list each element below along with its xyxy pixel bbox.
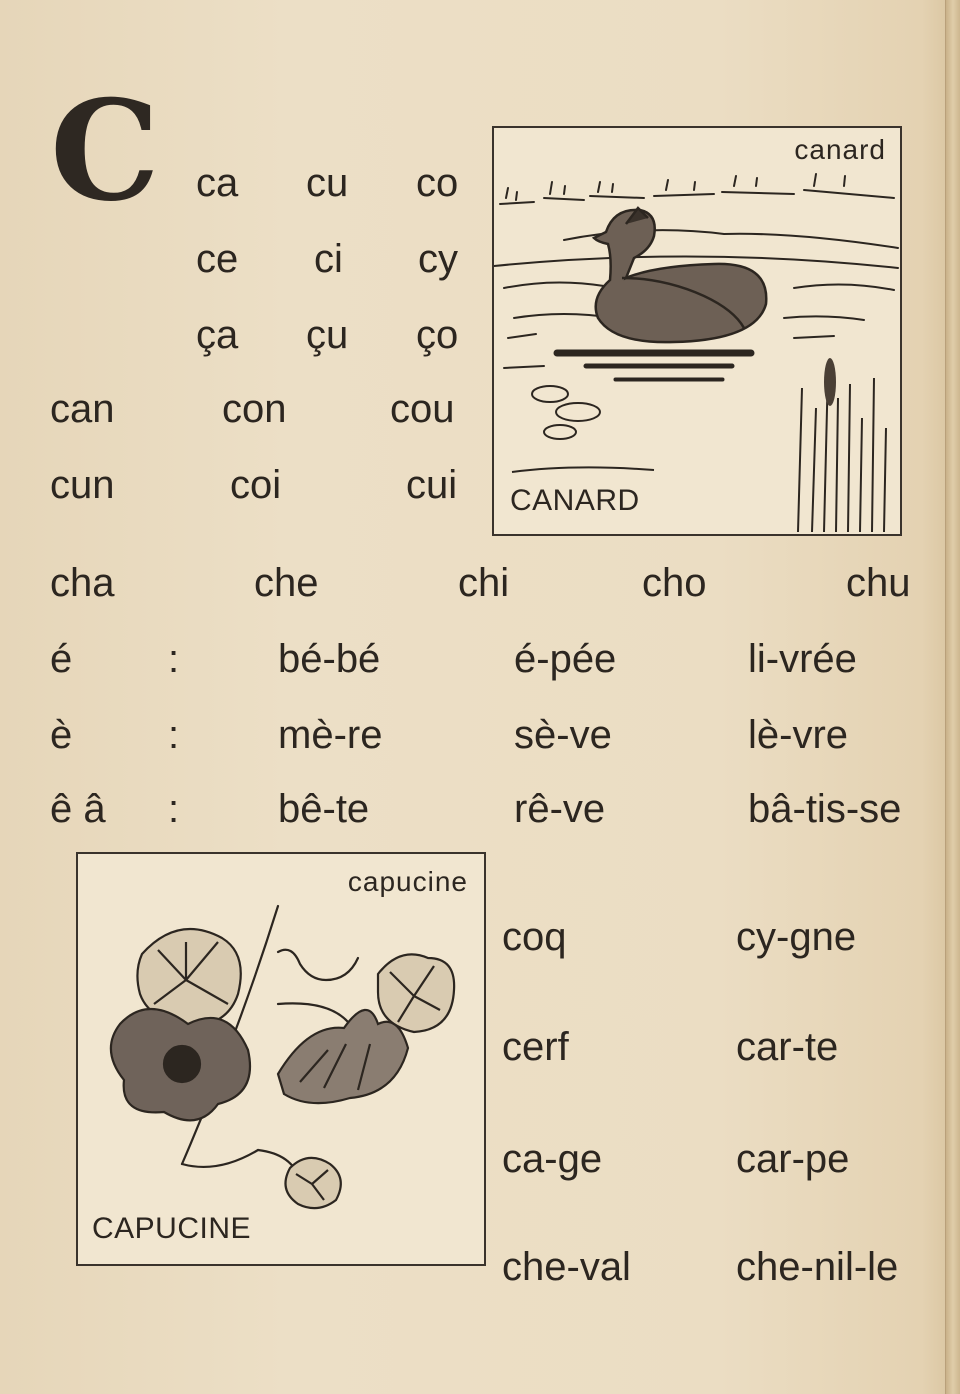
syllable: cy: [418, 237, 458, 281]
syllable: che: [254, 561, 319, 605]
syllable: cui: [406, 463, 458, 507]
capucine-label-lower: capucine: [347, 866, 468, 897]
sound-letter: è: [50, 713, 73, 757]
syllable: ca: [196, 161, 239, 205]
canard-label-upper: CANARD: [510, 484, 640, 517]
word: che-val: [502, 1245, 631, 1289]
canard-picture: [492, 126, 902, 536]
sound-word: bâ-tis-se: [748, 787, 902, 831]
sound-word: lè-vre: [748, 713, 849, 757]
syllable: chu: [846, 561, 911, 605]
syllable: co: [416, 161, 459, 205]
syllable: ça: [196, 313, 239, 357]
syllable: chi: [458, 561, 510, 605]
syllable: cou: [390, 387, 455, 431]
sound-letter: ê â: [50, 787, 106, 831]
syllable: coi: [230, 463, 282, 507]
sound-colon: :: [168, 713, 180, 757]
duck-illustration: [494, 128, 900, 534]
sound-word: bé-bé: [278, 637, 381, 681]
word: che-nil-le: [736, 1245, 899, 1289]
syllable: cho: [642, 561, 707, 605]
syllable: çu: [306, 313, 349, 357]
syllable: ce: [196, 237, 239, 281]
syllable: con: [222, 387, 287, 431]
nasturtium-illustration: [78, 854, 484, 1264]
page-edge: [945, 0, 960, 1394]
capucine-picture: [76, 852, 486, 1266]
canard-label-lower: canard: [794, 134, 886, 165]
syllable: ci: [314, 237, 343, 281]
sound-word: é-pée: [514, 637, 617, 681]
sound-word: sè-ve: [514, 713, 612, 757]
sound-word: mè-re: [278, 713, 383, 757]
sound-letter: é: [50, 637, 73, 681]
word: car-pe: [736, 1137, 850, 1181]
sound-word: rê-ve: [514, 787, 606, 831]
syllable: ço: [416, 313, 459, 357]
word: cerf: [502, 1025, 569, 1069]
word: ca-ge: [502, 1137, 603, 1181]
syllable: cu: [306, 161, 349, 205]
word: car-te: [736, 1025, 839, 1069]
heading-letter: C: [50, 69, 160, 232]
sound-word: li-vrée: [748, 637, 857, 681]
word: coq: [502, 915, 567, 959]
capucine-label-upper: CAPUCINE: [92, 1212, 252, 1245]
sound-word: bê-te: [278, 787, 370, 831]
sound-colon: :: [168, 637, 180, 681]
syllable: cun: [50, 463, 115, 507]
syllable: can: [50, 387, 115, 431]
sound-colon: :: [168, 787, 180, 831]
syllable: cha: [50, 561, 115, 605]
word: cy-gne: [736, 915, 857, 959]
